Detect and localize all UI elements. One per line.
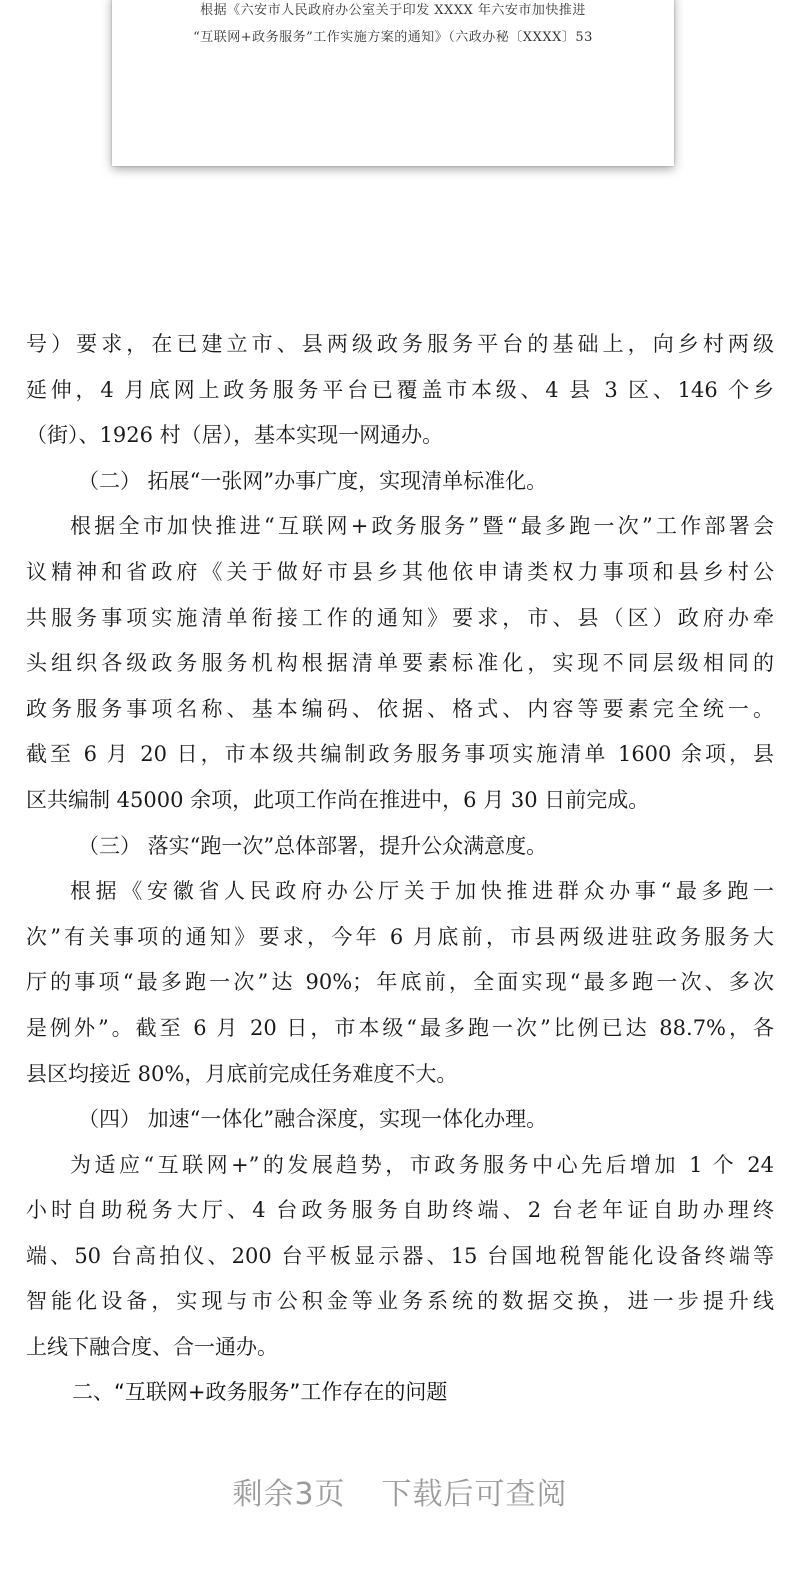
body-line: 号）要求，在已建立市、县两级政务服务平台的基础上，向乡村两级 — [26, 332, 774, 356]
body-line: 政务服务事项名称、基本编码、依据、格式、内容等要素完全统一。 — [26, 696, 774, 721]
body-line: 厅的事项“最多跑一次”达 90%；年底前，全面实现“最多跑一次、多次 — [26, 970, 774, 995]
card-text-line-1: 根据《六安市人民政府办公室关于印发 XXXX 年六安市加快推进 — [200, 3, 586, 18]
body-line: 智能化设备，实现与市公积金等业务系统的数据交换，进一步提升线 — [26, 1289, 774, 1314]
body-line: （街）、1926 村（居），基本实现一网通办。 — [26, 423, 444, 448]
download-hint-label: 下载后可查阅 — [381, 1477, 568, 1512]
subsection-heading-2: （二） 拓展“一张网”办事广度，实现清单标准化。 — [78, 468, 548, 493]
remaining-pages-label: 剩余3页 — [232, 1477, 346, 1512]
subsection-heading-4: （四） 加速“一体化”融合深度，实现一体化办理。 — [78, 1107, 548, 1132]
previous-page-card — [112, 0, 674, 166]
card-text-line-2: “互联网+政务服务”工作实施方案的通知》（六政办秘〔XXXX〕53 — [193, 30, 593, 45]
body-line: 头组织各级政务服务机构根据清单要素标准化，实现不同层级相同的 — [26, 651, 774, 676]
body-line: 议精神和省政府《关于做好市县乡其他依申请类权力事项和县乡村公 — [26, 559, 774, 584]
body-line: 根据《安徽省人民政府办公厅关于加快推进群众办事“最多跑一 — [70, 879, 774, 904]
subsection-heading-3: （三） 落实“跑一次”总体部署，提升公众满意度。 — [78, 833, 548, 858]
body-line: 端、50 台高拍仪、200 台平板显示器、15 台国地税智能化设备终端等 — [26, 1243, 774, 1268]
section-heading: 二、“互联网+政务服务”工作存在的问题 — [72, 1380, 448, 1404]
body-line: 小时自助税务大厅、4 台政务服务自助终端、2 台老年证自助办理终 — [26, 1198, 774, 1223]
body-line: 县区均接近 80%，月底前完成任务难度不大。 — [26, 1061, 458, 1086]
body-line: 上线下融合度、合一通办。 — [26, 1335, 278, 1360]
body-line: 次”有关事项的通知》要求，今年 6 月底前，市县两级进驻政务服务大 — [26, 924, 774, 949]
body-line: 根据全市加快推进“互联网+政务服务”暨“最多跑一次”工作部署会 — [70, 514, 774, 539]
body-line: 为适应“互联网+”的发展趋势，市政务服务中心先后增加 1 个 24 — [70, 1152, 774, 1177]
body-line: 区共编制 45000 余项，此项工作尚在推进中，6 月 30 日前完成。 — [26, 787, 650, 812]
body-line: 共服务事项实施清单衔接工作的通知》要求，市、县（区）政府办牵 — [26, 605, 774, 630]
download-prompt[interactable] — [0, 1469, 800, 1513]
document-body — [26, 322, 774, 1371]
body-line: 截至 6 月 20 日，市本级共编制政务服务事项实施清单 1600 余项，县 — [26, 742, 774, 767]
body-line: 是例外”。截至 6 月 20 日，市本级“最多跑一次”比例已达 88.7%，各 — [26, 1015, 774, 1040]
body-line: 延伸，4 月底网上政务服务平台已覆盖市本级、4 县 3 区、146 个乡 — [26, 377, 774, 402]
